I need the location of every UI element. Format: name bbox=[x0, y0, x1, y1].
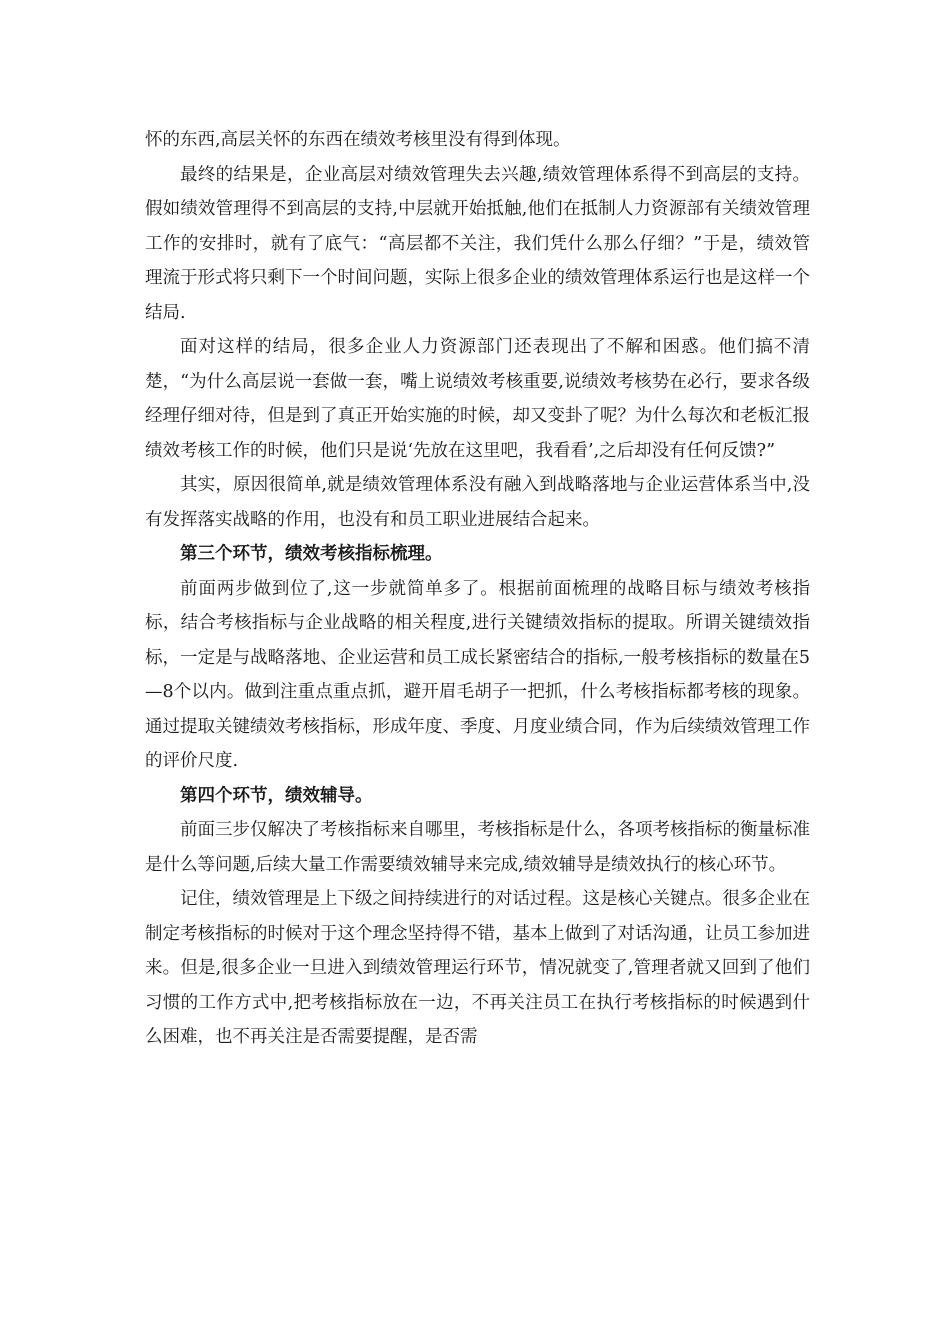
paragraph: 记住，绩效管理是上下级之间持续进行的对话过程。这是核心关键点。很多企业在制定考核指标的时候对于这个理念坚持得不错，基本上做到了对话沟通，让员工参加进来。但是,很多企业一旦进入到绩效管理运行环节，情况就变了,管理者就又回到了他们习惯的工作方式中,把考核指标放在一边，不再关注员工在执行考核指标的时候遇到什么困难，也不再关注是否需要提醒，是否需 bbox=[145, 889, 810, 1047]
paragraph: 其实，原因很简单,就是绩效管理体系没有融入到战略落地与企业运营体系当中,没有发挥落实战略的作用，也没有和员工职业进展结合起来。 bbox=[145, 475, 810, 530]
section-heading: 第四个环节，绩效辅导。 bbox=[180, 785, 373, 806]
paragraph: 面对这样的结局，很多企业人力资源部门还表现出了不解和困惑。他们搞不清楚，“为什么高层说一套做一套，嘴上说绩效考核重要,说绩效考核势在必行，要求各级经理仔细对待，但是到了真正开始实施的时候，却又变卦了呢？为什么每次和老板汇报绩效考核工作的时候，他们只是说‘先放在这里吧，我看看’,之后却没有任何反馈?” bbox=[145, 337, 810, 461]
paragraph-continuation: 怀的东西,高层关怀的东西在绩效考核里没有得到体现。 bbox=[145, 130, 571, 150]
paragraph: 最终的结果是，企业高层对绩效管理失去兴趣,绩效管理体系得不到高层的支持。假如绩效管理得不到高层的支持,中层就开始抵触,他们在抵制人力资源部有关绩效管理工作的安排时，就有了底气：“高层都不关注，我们凭什么那么仔细？”于是，绩效管理流于形式将只剩下一个时间问题，实际上很多企业的绩效管理体系运行也是这样一个结局. bbox=[145, 164, 810, 323]
document-body bbox=[145, 123, 810, 1055]
paragraph: 前面三步仅解决了考核指标来自哪里，考核指标是什么，各项考核指标的衡量标准是什么等问题,后续大量工作需要绩效辅导来完成,绩效辅导是绩效执行的核心环节。 bbox=[145, 820, 810, 875]
section-heading: 第三个环节，绩效考核指标梳理。 bbox=[180, 544, 443, 564]
paragraph: 前面两步做到位了,这一步就简单多了。根据前面梳理的战略目标与绩效考核指标，结合考核指标与企业战略的相关程度,进行关键绩效指标的提取。所谓关键绩效指标，一定是与战略落地、企业运营和员工成长紧密结合的指标,一般考核指标的数量在5—8个以内。做到注重点重点抓，避开眉毛胡子一把抓，什么考核指标都考核的现象。通过提取关键绩效考核指标，形成年度、季度、月度业绩合同，作为后续绩效管理工作的评价尺度. bbox=[145, 578, 810, 771]
